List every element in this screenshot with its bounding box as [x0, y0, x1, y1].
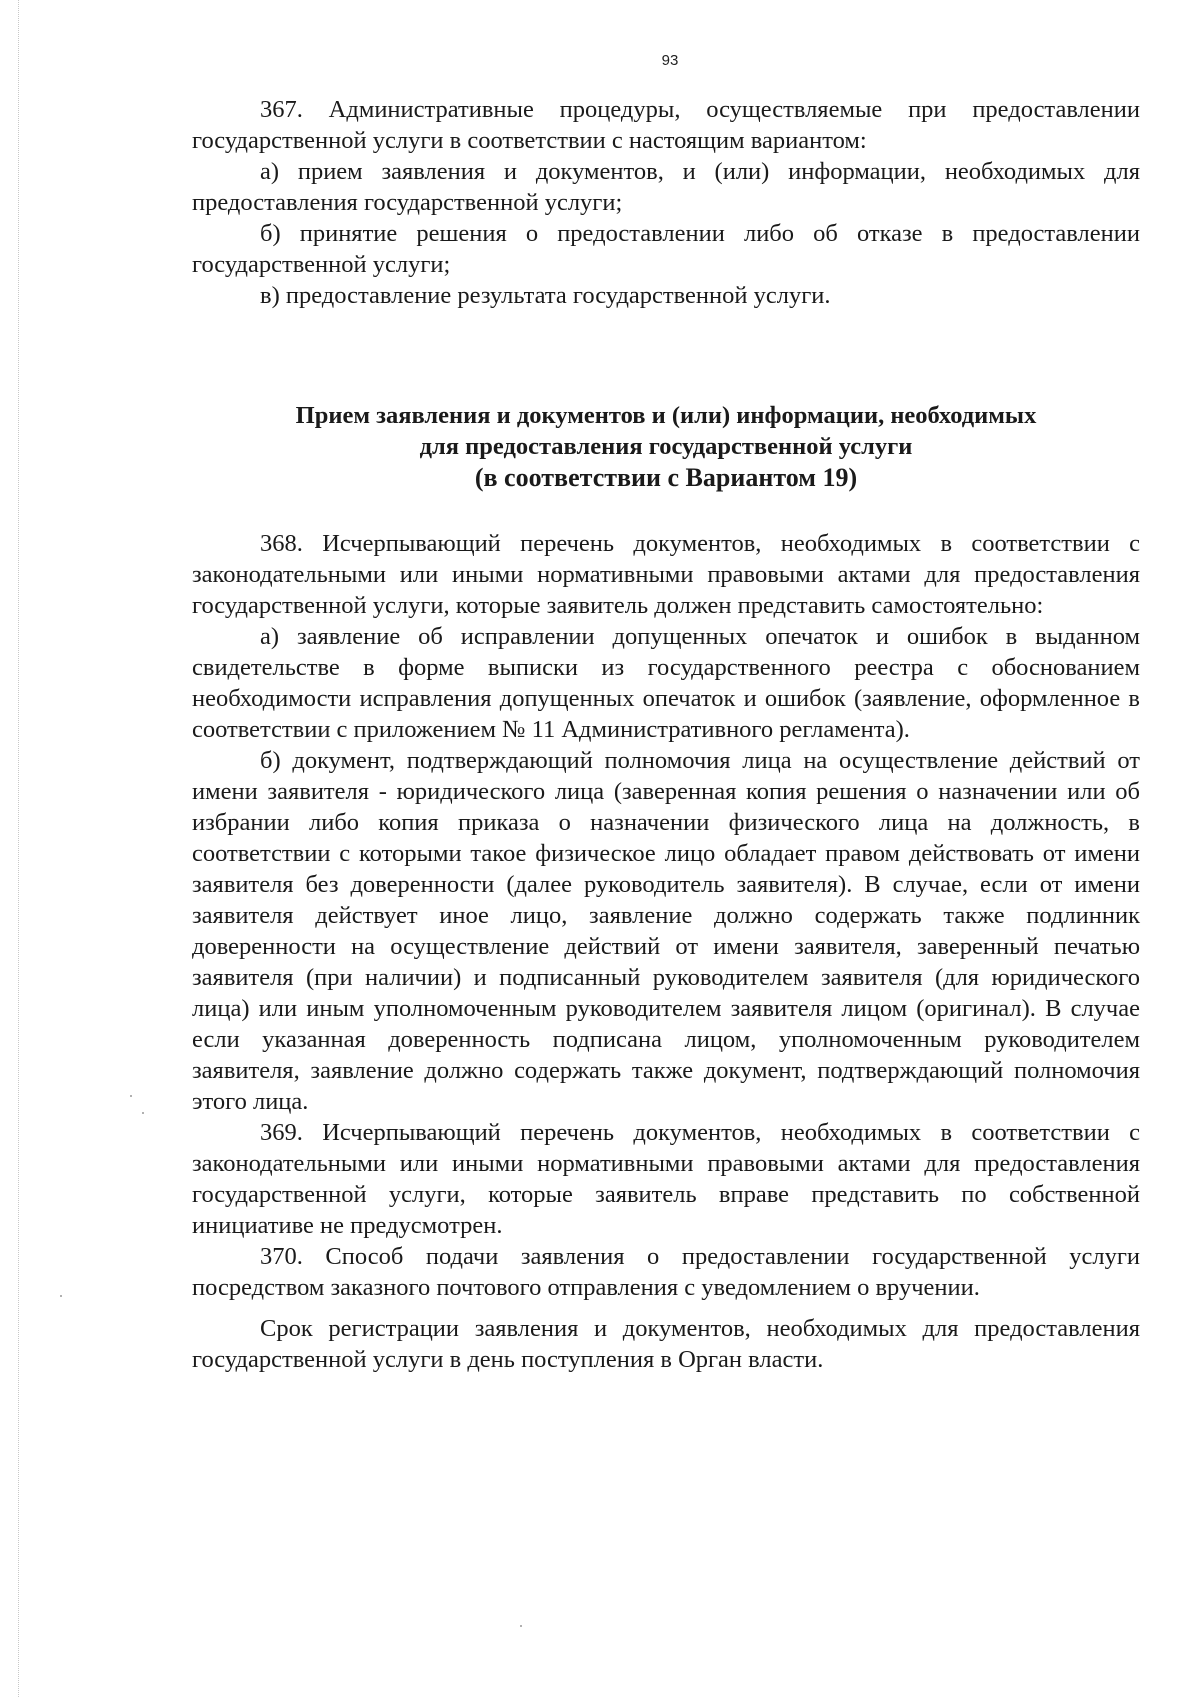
- scan-speck: [130, 1095, 132, 1097]
- paragraph-368-b: б) документ, подтверждающий полномочия лица на осуществление действий от имени заявителя - юридического лица (заверенная копия решения о назначении или об избрании либо копия приказа о назначении физического лица на должность, в соответствии с которыми такое физическое лицо обладает правом действовать от имени заявителя без доверенности (далее руководитель заявителя). В случае, если от имени заявителя действует иное лицо, заявление должно содержать также подлинник доверенности на осуществление действий от имени заявителя, заверенный печатью заявителя (при наличии) и подписанный руководителем заявителя (для юридического лица) или иным уполномоченным руководителем заявителя лицом (оригинал). В случае если указанная доверенность подписана лицом, уполномоченным руководителем заявителя, заявление должно содержать также документ, подтверждающий полномочия этого лица.: [192, 747, 1140, 1115]
- list-item-b: б) принятие решения о предоставлении либо об отказе в предоставлении государственной услуги;: [192, 220, 1140, 278]
- page-number: 93: [661, 52, 679, 69]
- list-item-a: а) прием заявления и документов, и (или) информации, необходимых для предоставления государственной услуги;: [192, 158, 1140, 216]
- heading-line-1: Прием заявления и документов и (или) информации, необходимых: [295, 402, 1037, 429]
- paragraph-registration-term: Срок регистрации заявления и документов, необходимых для предоставления государственной услуги в день поступления в Орган власти.: [192, 1315, 1140, 1373]
- paragraph-367: 367. Административные процедуры, осуществляемые при предоставлении государственной услуги в соответствии с настоящим вариантом:: [192, 96, 1140, 154]
- paragraph-368: 368. Исчерпывающий перечень документов, необходимых в соответствии с законодательными или иными нормативными правовыми актами для предоставления государственной услуги, которые заявитель должен представить самостоятельно:: [192, 530, 1140, 619]
- paragraph-368-a: а) заявление об исправлении допущенных опечаток и ошибок в выданном свидетельстве в форме выписки из государственного реестра с обоснованием необходимости исправления допущенных опечаток и ошибок (заявление, оформленное в соответствии с приложением № 11 Административного регламента).: [192, 623, 1140, 743]
- list-item-v: в) предоставление результата государственной услуги.: [260, 282, 831, 309]
- scan-speck: [520, 1625, 522, 1627]
- scan-speck: [142, 1112, 144, 1114]
- section-heading: [192, 400, 1140, 493]
- heading-line-3: (в соответствии с Вариантом 19): [474, 463, 858, 492]
- section-body: [192, 528, 1140, 1375]
- heading-title: [192, 400, 1140, 493]
- intro-block: [192, 94, 1140, 311]
- heading-line-2: для предоставления государственной услуги: [419, 433, 913, 460]
- paragraph-370: 370. Способ подачи заявления о предоставлении государственной услуги посредством заказного почтового отправления с уведомлением о вручении.: [192, 1243, 1140, 1301]
- paragraph-369: 369. Исчерпывающий перечень документов, необходимых в соответствии с законодательными или иными нормативными правовыми актами для предоставления государственной услуги, которые заявитель вправе представить по собственной инициативе не предусмотрен.: [192, 1119, 1140, 1239]
- scan-margin-line: [18, 0, 19, 1697]
- scan-speck: [60, 1295, 62, 1297]
